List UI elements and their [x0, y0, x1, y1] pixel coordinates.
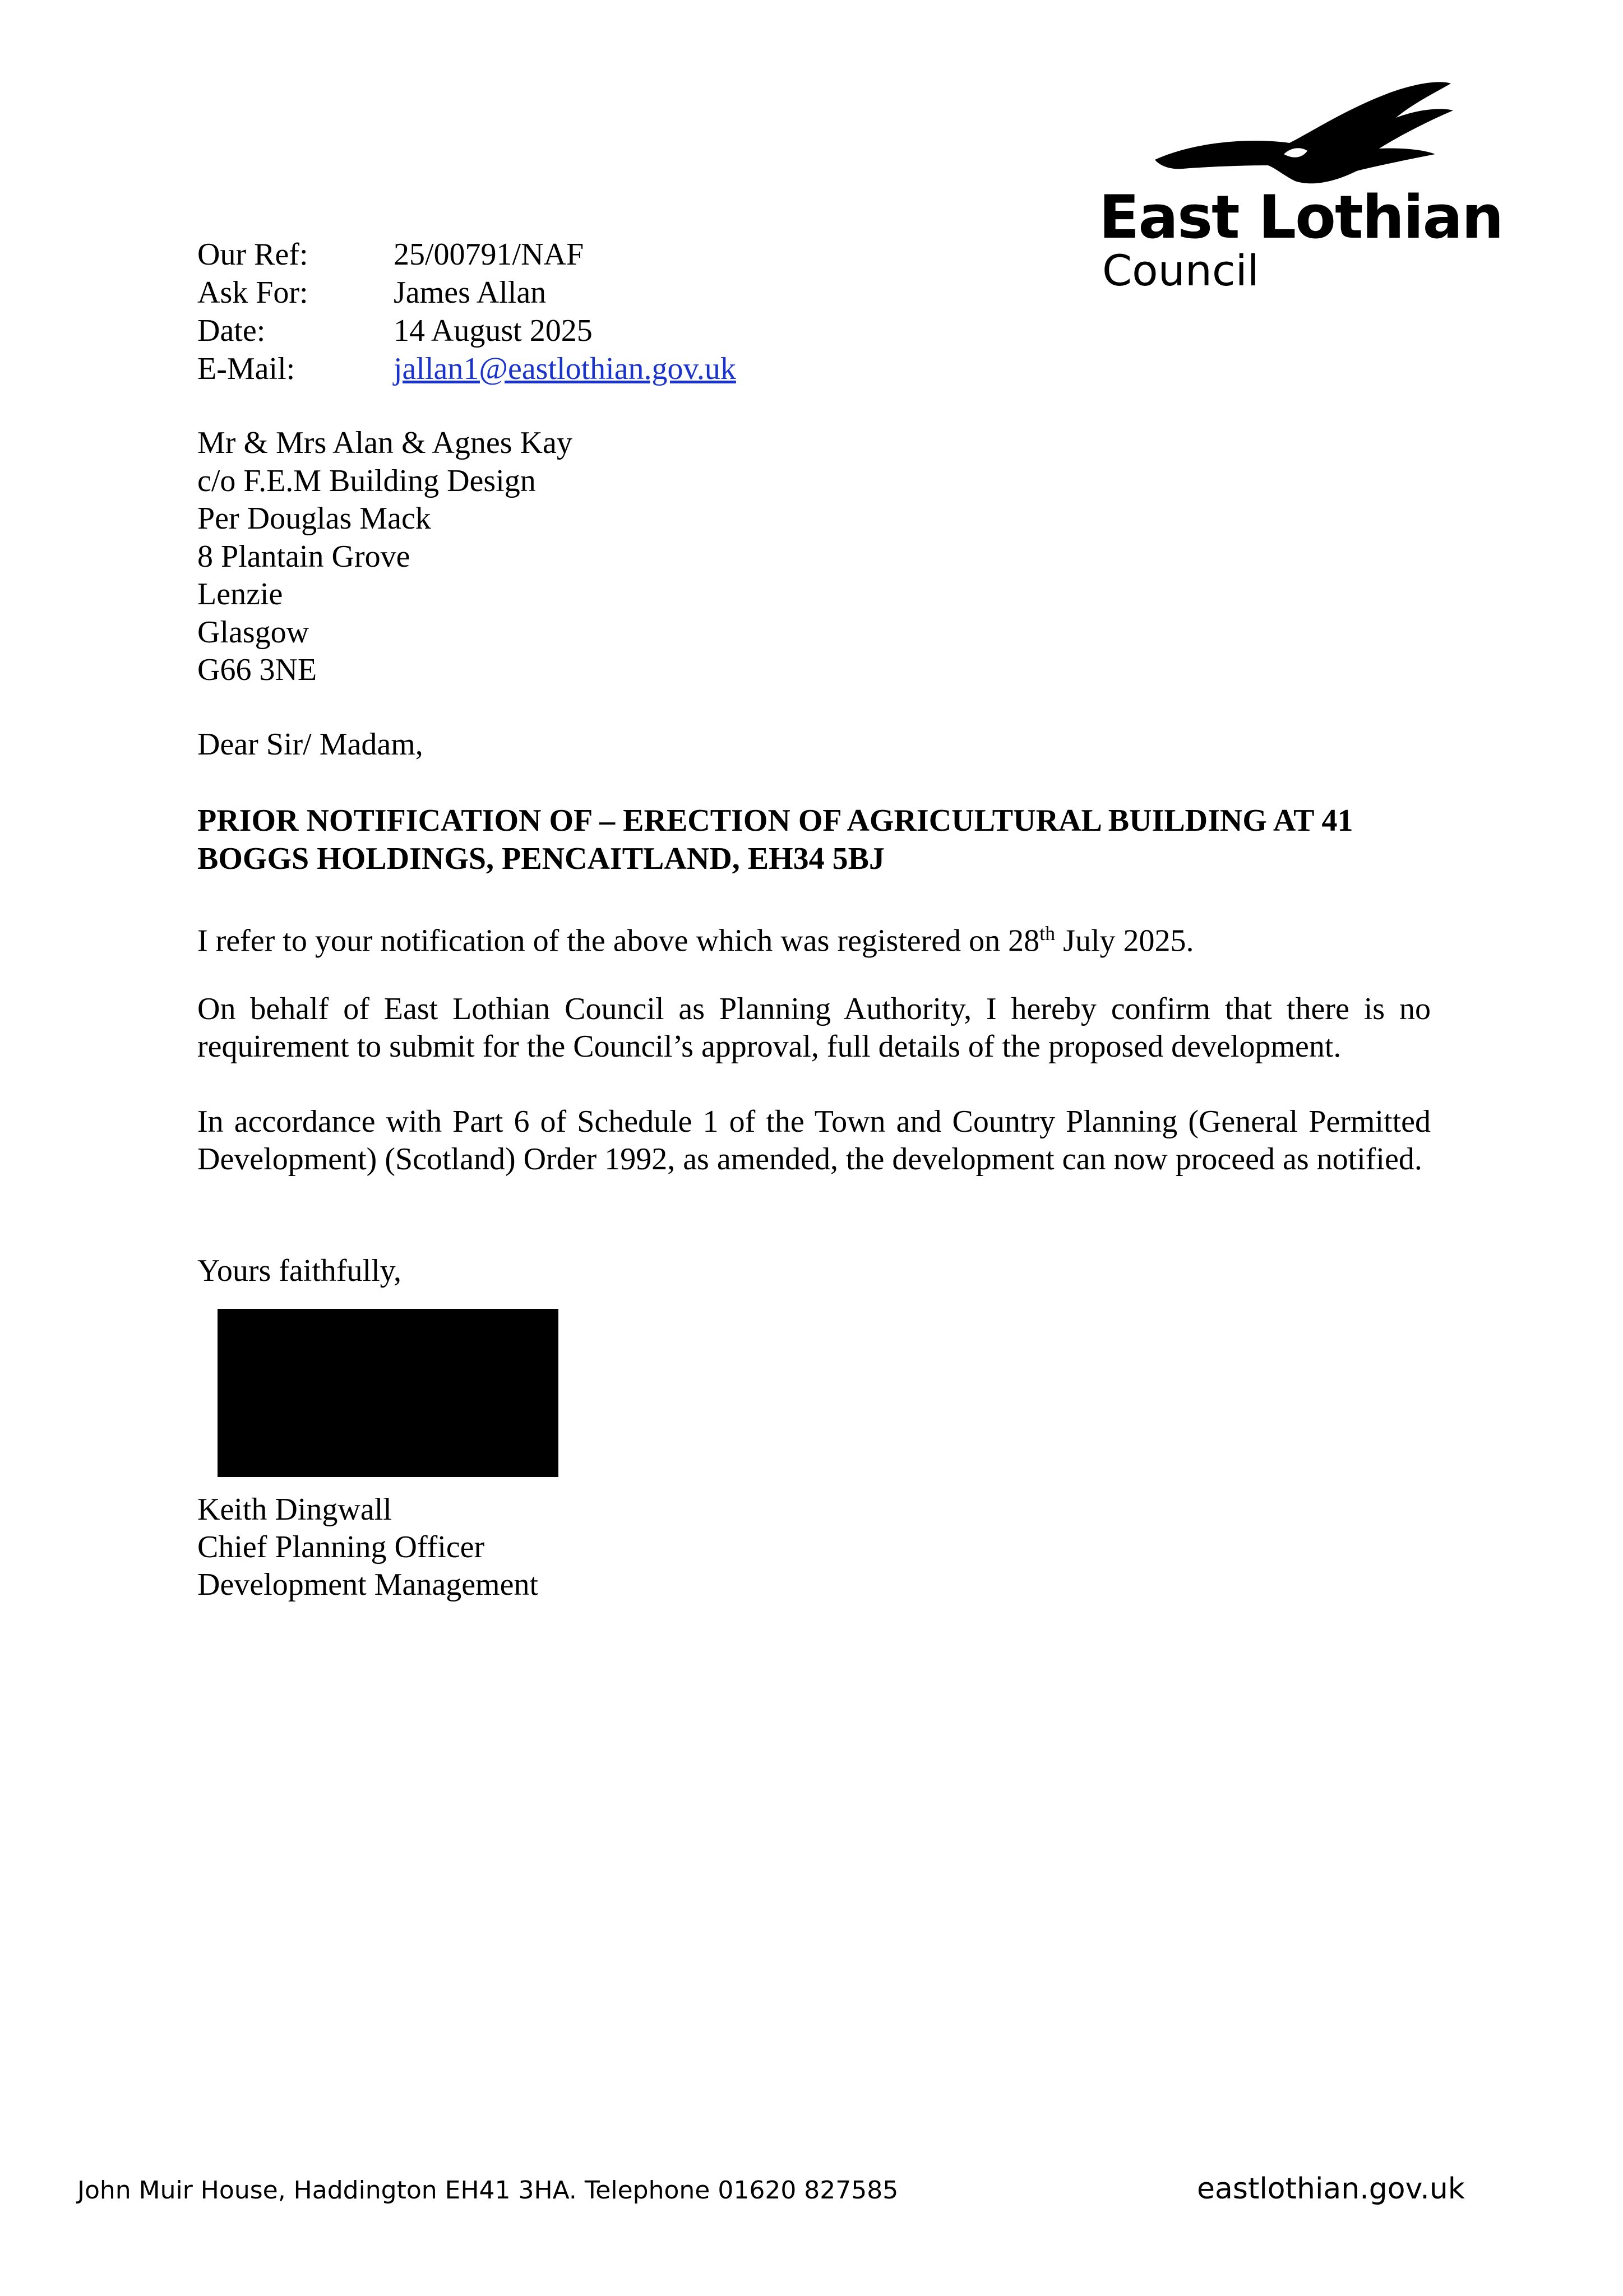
signer-department: Development Management [197, 1567, 539, 1602]
paragraph-registration [197, 915, 1431, 960]
ref-value: 25/00791/NAF [394, 237, 584, 272]
address-line: Lenzie [197, 577, 283, 612]
paragraph-legislation: In accordance with Part 6 of Schedule 1 of the Town and Country Planning (General Permitted Development) (Scotland) Order 1992, as amended, the development can now proceed as notified. [197, 1104, 1431, 1177]
signer-name: Keith Dingwall [197, 1492, 392, 1527]
paragraph-text: July 2025. [1055, 923, 1194, 959]
paragraph-text: I refer to your notification of the above which was registered on 28 [197, 923, 1040, 959]
address-line: Glasgow [197, 614, 309, 650]
ordinal-suffix: th [1039, 922, 1056, 945]
closing: Yours faithfully, [197, 1253, 402, 1288]
reference-block [197, 235, 736, 388]
ref-label: Our Ref: [197, 237, 308, 272]
subject-heading: PRIOR NOTIFICATION OF – ERECTION OF AGRICULTURAL BUILDING AT 41 BOGGS HOLDINGS, PENCAITLAND, EH34 5BJ [197, 803, 1353, 876]
ref-row-email [197, 350, 736, 388]
logo-name: East Lothian [1099, 183, 1503, 252]
signer-title: Chief Planning Officer [197, 1530, 485, 1564]
ref-value: 14 August 2025 [394, 313, 593, 348]
council-logo [1099, 76, 1525, 294]
ref-label: Ask For: [197, 275, 308, 310]
address-line: Per Douglas Mack [197, 501, 431, 536]
ref-row-our-ref [197, 235, 736, 274]
footer-website[interactable]: eastlothian.gov.uk [1197, 2172, 1465, 2206]
logo-subtitle: Council [1102, 246, 1259, 295]
address-line: G66 3NE [197, 652, 317, 687]
redacted-signature [218, 1309, 558, 1477]
address-line: c/o F.E.M Building Design [197, 463, 536, 498]
ref-row-ask-for [197, 274, 736, 312]
ref-label: E-Mail: [197, 351, 295, 386]
signer-block [197, 1491, 538, 1604]
eagle-icon [1144, 76, 1458, 188]
address-line: Mr & Mrs Alan & Agnes Kay [197, 425, 572, 460]
ref-label: Date: [197, 313, 266, 348]
footer-address: John Muir House, Haddington EH41 3HA. Telephone 01620 827585 [77, 2176, 899, 2205]
recipient-address [197, 424, 572, 689]
ref-value: James Allan [394, 275, 547, 310]
address-line: 8 Plantain Grove [197, 539, 410, 574]
paragraph-confirmation: On behalf of East Lothian Council as Planning Authority, I hereby confirm that there is no requirement to submit for the Council’s approval, full details of the proposed development. [197, 992, 1431, 1064]
ref-row-date [197, 312, 736, 350]
email-link[interactable]: jallan1@eastlothian.gov.uk [394, 351, 736, 386]
salutation: Dear Sir/ Madam, [197, 727, 423, 762]
